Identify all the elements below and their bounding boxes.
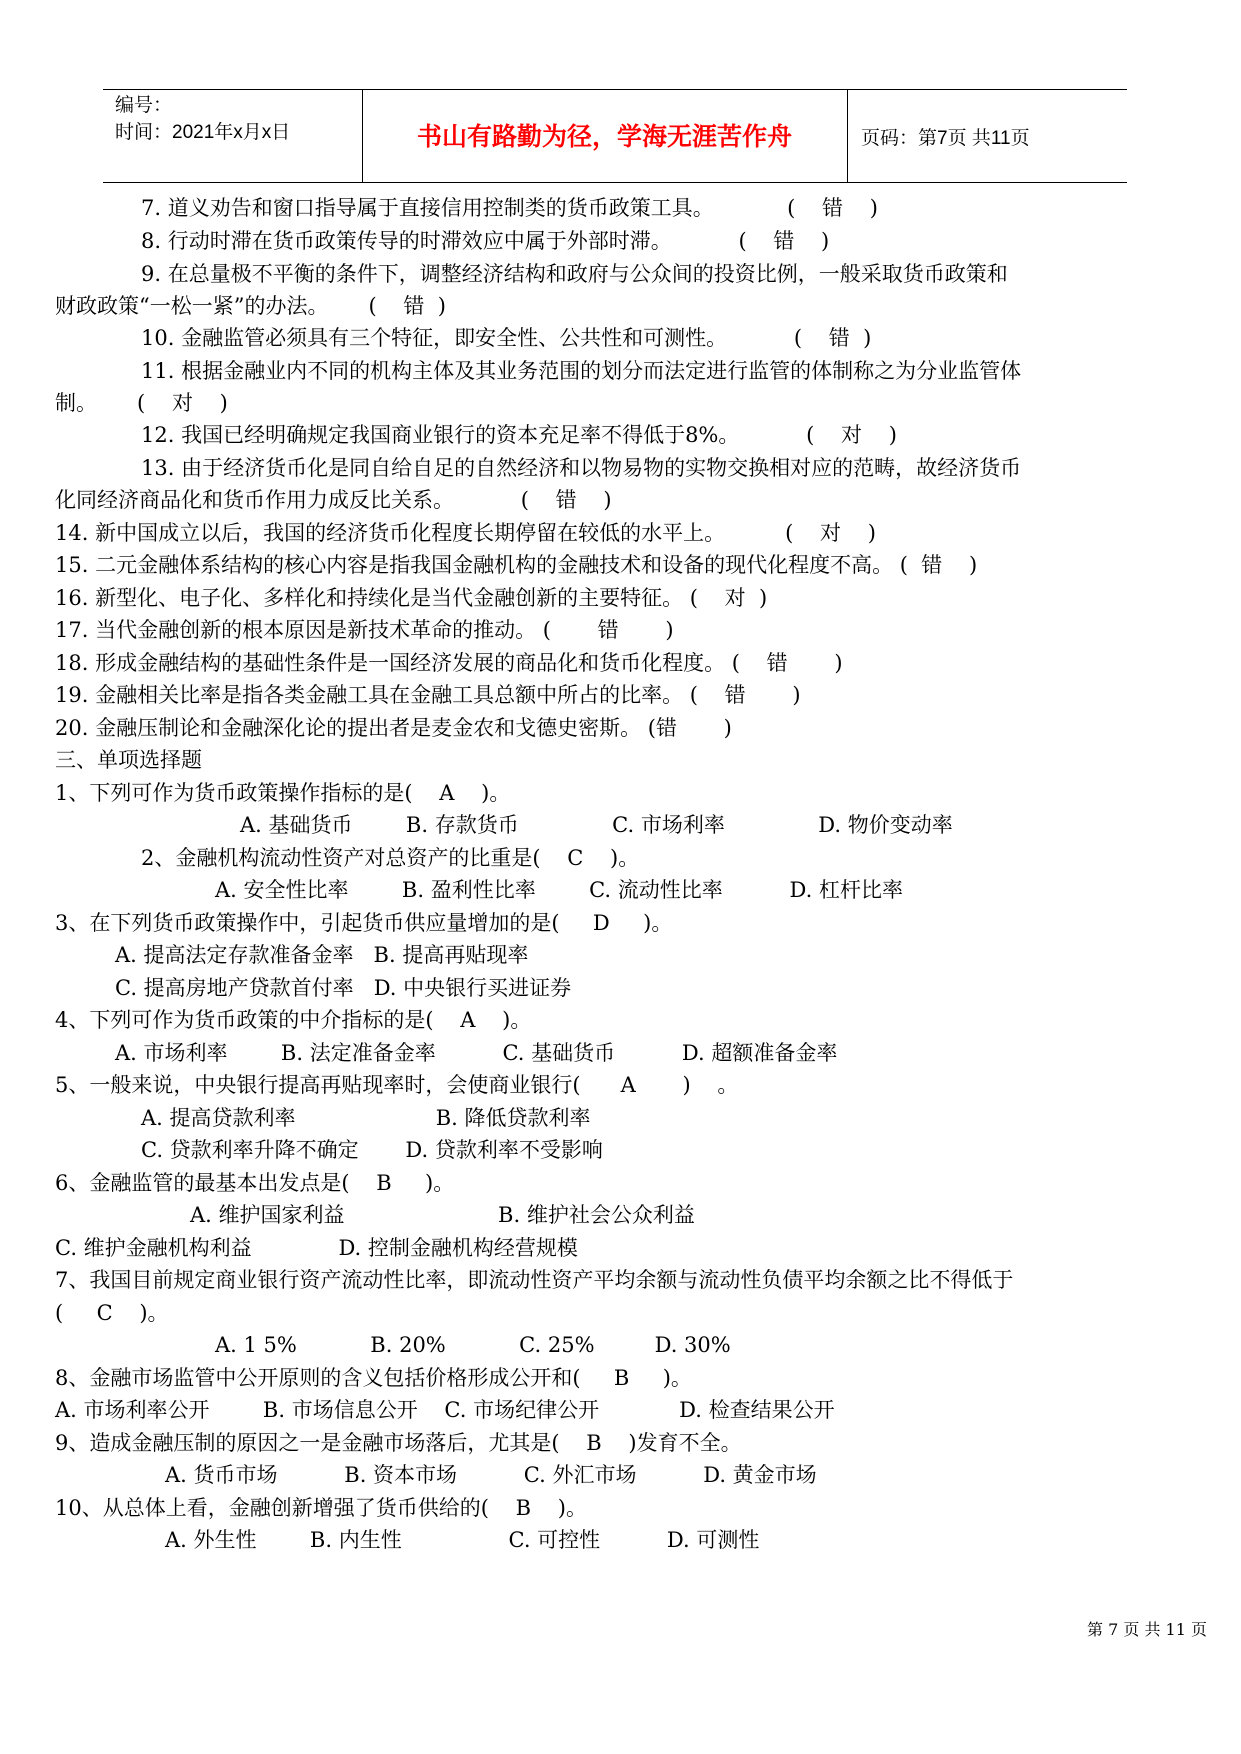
time-label: 时间：2021年x月x日 bbox=[115, 122, 291, 143]
text-line: 14. 新中国成立以后，我国的经济货币化程度长期停留在较低的水平上。 ( 对 ) bbox=[55, 521, 876, 545]
text-line: 20. 金融压制论和金融深化论的提出者是麦金农和戈德史密斯。 (错 ) bbox=[55, 716, 732, 740]
text-line: 2、金融机构流动性资产对总资产的比重是( C )。 bbox=[141, 846, 640, 870]
header-divider bbox=[847, 90, 848, 182]
text-line: A. 市场利率公开 B. 市场信息公开 C. 市场纪律公开 D. 检查结果公开 bbox=[55, 1398, 835, 1422]
text-line: 三、单项选择题 bbox=[55, 748, 202, 772]
text-line: A. 维护国家利益 B. 维护社会公众利益 bbox=[190, 1203, 695, 1227]
text-line: 9、造成金融压制的原因之一是金融市场落后，尤其是( B )发育不全。 bbox=[55, 1431, 742, 1455]
text-line: 8. 行动时滞在货币政策传导的时滞效应中属于外部时滞。 ( 错 ) bbox=[141, 229, 830, 253]
header-left bbox=[115, 92, 290, 146]
text-line: A. 安全性比率 B. 盈利性比率 C. 流动性比率 D. 杠杆比率 bbox=[215, 878, 903, 902]
text-line: ( C )。 bbox=[55, 1301, 169, 1325]
text-line: A. 提高法定存款准备金率 B. 提高再贴现率 bbox=[115, 943, 529, 967]
text-line: 7. 道义劝告和窗口指导属于直接信用控制类的货币政策工具。 ( 错 ) bbox=[141, 196, 878, 220]
text-line: 16. 新型化、电子化、多样化和持续化是当代金融创新的主要特征。 ( 对 ) bbox=[55, 586, 768, 610]
text-line: 化同经济商品化和货币作用力成反比关系。 ( 错 ) bbox=[55, 488, 612, 512]
text-line: 7、我国目前规定商业银行资产流动性比率，即流动性资产平均余额与流动性负债平均余额之比不得低于 bbox=[55, 1268, 1014, 1292]
header-page-label: 页码：第7页 共11页 bbox=[861, 128, 1030, 149]
text-line: 3、在下列货币政策操作中，引起货币供应量增加的是( D )。 bbox=[55, 911, 673, 935]
text-line: 财政政策“一松一紧”的办法。 ( 错 ) bbox=[55, 294, 446, 318]
text-line: A. 货币市场 B. 资本市场 C. 外汇市场 D. 黄金市场 bbox=[165, 1463, 817, 1487]
text-line: A. 市场利率 B. 法定准备金率 C. 基础货币 D. 超额准备金率 bbox=[115, 1041, 838, 1065]
text-line: 18. 形成金融结构的基础性条件是一国经济发展的商品化和货币化程度。 ( 错 ) bbox=[55, 651, 843, 675]
text-line: 9. 在总量极不平衡的条件下，调整经济结构和政府与公众间的投资比例，一般采取货币政策和 bbox=[141, 262, 1008, 286]
text-line: 6、金融监管的最基本出发点是( B )。 bbox=[55, 1171, 455, 1195]
text-line: C. 维护金融机构利益 D. 控制金融机构经营规模 bbox=[55, 1236, 578, 1260]
text-line: 19. 金融相关比率是指各类金融工具在金融工具总额中所占的比率。 ( 错 ) bbox=[55, 683, 801, 707]
text-line: 17. 当代金融创新的根本原因是新技术革命的推动。 ( 错 ) bbox=[55, 618, 674, 642]
text-line: A. 提高贷款利率 B. 降低贷款利率 bbox=[141, 1106, 591, 1130]
number-label: 编号： bbox=[115, 95, 173, 116]
text-line: 11. 根据金融业内不同的机构主体及其业务范围的划分而法定进行监管的体制称之为分业监管体 bbox=[141, 359, 1022, 383]
text-line: A. 外生性 B. 内生性 C. 可控性 D. 可测性 bbox=[165, 1528, 760, 1552]
page-header bbox=[103, 89, 1127, 183]
page-footer: 第 7 页 共 11 页 bbox=[1087, 1620, 1207, 1639]
text-line: 13. 由于经济货币化是同自给自足的自然经济和以物易物的实物交换相对应的范畴，故经济货币 bbox=[141, 456, 1022, 480]
text-line: 12. 我国已经明确规定我国商业银行的资本充足率不得低于8%。 ( 对 ) bbox=[141, 423, 897, 447]
header-motto: 书山有路勤为径，学海无涯苦作舟 bbox=[416, 122, 792, 151]
text-line: 10、从总体上看，金融创新增强了货币供给的( B )。 bbox=[55, 1496, 587, 1520]
text-line: 5、一般来说，中央银行提高再贴现率时，会使商业银行( A ) 。 bbox=[55, 1073, 739, 1097]
text-line: C. 提高房地产贷款首付率 D. 中央银行买进证券 bbox=[115, 976, 572, 1000]
text-line: 10. 金融监管必须具有三个特征，即安全性、公共性和可测性。 ( 错 ) bbox=[141, 326, 872, 350]
text-line: C. 贷款利率升降不确定 D. 贷款利率不受影响 bbox=[141, 1138, 603, 1162]
text-line: A. 基础货币 B. 存款货币 C. 市场利率 D. 物价变动率 bbox=[240, 813, 953, 837]
text-line: A. 1 5% B. 20% C. 25% D. 30% bbox=[215, 1333, 731, 1357]
text-line: 制。 ( 对 ) bbox=[55, 391, 228, 415]
text-line: 15. 二元金融体系结构的核心内容是指我国金融机构的金融技术和设备的现代化程度不高。 ( 错 ) bbox=[55, 553, 978, 577]
text-line: 4、下列可作为货币政策的中介指标的是( A )。 bbox=[55, 1008, 532, 1032]
text-line: 8、金融市场监管中公开原则的含义包括价格形成公开和( B )。 bbox=[55, 1366, 692, 1390]
text-line: 1、下列可作为货币政策操作指标的是( A )。 bbox=[55, 781, 511, 805]
